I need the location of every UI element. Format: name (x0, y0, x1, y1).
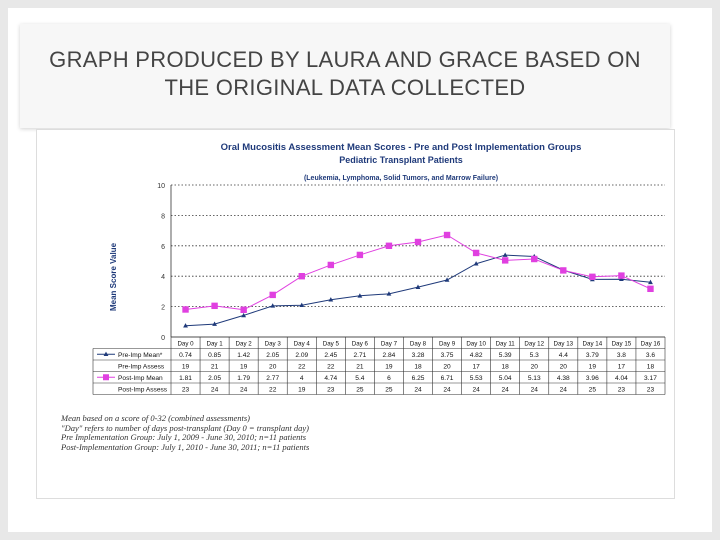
table-cell: 23 (181, 386, 190, 394)
y-tick-label: 6 (161, 243, 165, 251)
x-tick-label: Day 15 (611, 340, 632, 348)
table-cell: 5.4 (355, 375, 365, 382)
table-cell: 4.04 (614, 375, 628, 382)
x-tick-label: Day 7 (380, 340, 398, 348)
table-cell: 24 (210, 386, 219, 394)
data-point (182, 306, 188, 312)
table-cell: 25 (356, 386, 364, 394)
data-point (386, 243, 392, 249)
table-cell: 5.04 (498, 375, 512, 382)
table-cell: 24 (414, 386, 422, 394)
table-cell: 2.77 (266, 375, 280, 382)
data-point (531, 256, 537, 262)
table-cell: 3.75 (440, 352, 454, 359)
table-cell: 4.4 (558, 352, 568, 359)
data-point (415, 239, 421, 245)
data-point (589, 274, 595, 280)
slide-title-line-2: THE ORIGINAL DATA COLLECTED (164, 75, 526, 100)
table-cell: 21 (210, 363, 219, 371)
table-cell: 24 (501, 386, 509, 394)
y-tick-label: 8 (161, 213, 165, 221)
table-cell: 18 (414, 363, 422, 371)
footnotes (61, 414, 309, 452)
table-cell: 1.81 (179, 375, 192, 382)
x-tick-label: Day 10 (466, 340, 486, 348)
table-cell: 25 (385, 386, 393, 394)
x-tick-label: Day 0 (177, 340, 194, 348)
table-cell: 23 (646, 386, 655, 394)
data-point (328, 262, 334, 268)
series-line (186, 235, 651, 310)
data-point (618, 272, 624, 278)
footnote: Post-Implementation Group: July 1, 2010 - June 30, 2011; n=11 patients (61, 441, 310, 452)
chart-subtitle: Pediatric Transplant Patients (339, 155, 463, 165)
table-cell: 19 (298, 386, 306, 394)
y-tick-labels (157, 183, 165, 342)
x-tick-label: Day 11 (495, 340, 515, 348)
table-cell: 17 (617, 363, 626, 371)
x-tick-label: Day 3 (264, 340, 281, 348)
table-cell: 24 (559, 386, 567, 394)
table-cell: 6 (387, 375, 391, 382)
table-cell: 2.09 (295, 352, 309, 359)
table-cell: 22 (298, 363, 306, 371)
x-tick-label: Day 8 (409, 340, 427, 348)
table-row-label: Post-Imp Mean (118, 375, 163, 382)
title-band (20, 24, 670, 128)
data-point (240, 307, 246, 313)
table-cell: 25 (588, 386, 597, 394)
table-cell: 3.17 (644, 375, 657, 382)
data-point (299, 273, 305, 279)
table-cell: 5.13 (527, 375, 541, 382)
table-cell: 19 (239, 363, 248, 371)
table-cell: 6.25 (411, 375, 425, 382)
table-cell: 18 (501, 363, 509, 371)
x-tick-label: Day 1 (206, 340, 223, 348)
table-cell: 5.39 (498, 352, 512, 359)
table-cell: 0.85 (208, 352, 222, 359)
table-cell: 1.79 (237, 375, 251, 382)
x-tick-label: Day 12 (524, 340, 545, 348)
x-tick-label: Day 6 (351, 340, 368, 348)
table-cell: 2.71 (353, 352, 367, 359)
data-point (473, 250, 479, 256)
slide-title (20, 46, 670, 102)
table-cell: 4.82 (469, 352, 483, 359)
table-cell: 20 (269, 363, 277, 371)
chart-title: Oral Mucositis Assessment Mean Scores - Pre and Post Implementation Groups (220, 142, 582, 153)
table-cell: 0.74 (179, 352, 192, 359)
table-cell: 22 (269, 386, 277, 394)
footnote: Mean based on a score of 0-32 (combined assessments) (61, 413, 251, 423)
table-cell: 4.38 (556, 375, 570, 382)
data-point (211, 303, 217, 309)
table-cell: 2.84 (382, 352, 396, 359)
table-cell: 20 (559, 363, 567, 371)
y-tick-label: 10 (157, 183, 165, 190)
table-cell: 18 (646, 363, 655, 371)
chart-subtitle-2: (Leukemia, Lymphoma, Solid Tumors, and Marrow Failure) (303, 175, 499, 182)
table-cell: 24 (443, 386, 451, 394)
table-cell: 24 (239, 386, 248, 394)
table-cell: 3.28 (411, 352, 425, 359)
table-row-label: Pre-Imp Mean* (118, 352, 163, 359)
table-cell: 19 (588, 363, 597, 371)
x-tick-label: Day 13 (553, 340, 574, 348)
table-row-label: Post-Imp Assess (118, 386, 168, 394)
slide-title-line-1: GRAPH PRODUCED BY LAURA AND GRACE BASED ON (49, 47, 641, 72)
grid-layer (171, 185, 665, 337)
chart-card (36, 129, 675, 499)
data-point (647, 286, 653, 292)
x-tick-label: Day 5 (322, 340, 339, 348)
y-tick-label: 2 (161, 304, 165, 312)
table-cell: 2.05 (266, 352, 280, 359)
table-cell: 2.05 (208, 375, 222, 382)
table-cell: 24 (530, 386, 538, 394)
series-line (186, 255, 651, 326)
table-cell: 19 (385, 363, 393, 371)
table-row-label: Pre-Imp Assess (118, 363, 165, 371)
table-cell: 5.53 (469, 375, 483, 382)
x-tick-label: Day 14 (582, 340, 603, 348)
x-tick-label: Day 4 (293, 340, 310, 348)
y-tick-label: 0 (161, 335, 165, 342)
chart-area (87, 130, 672, 405)
table-cell: 23 (617, 386, 626, 394)
table-cell: 17 (472, 363, 480, 371)
table-cell: 3.79 (585, 352, 599, 359)
table-cell: 5.3 (529, 352, 539, 359)
table-cell: 23 (327, 386, 335, 394)
table-cell: 22 (327, 363, 335, 371)
x-tick-label: Day 16 (640, 340, 661, 348)
table-cell: 24 (472, 386, 480, 394)
table-cell: 4 (299, 375, 304, 382)
table-cell: 3.6 (645, 352, 656, 359)
table-cell: 3.96 (585, 375, 599, 382)
y-tick-label: 4 (161, 274, 165, 282)
table-cell: 2.45 (324, 352, 338, 359)
series-layer (182, 232, 653, 328)
table-cell: 20 (443, 363, 451, 371)
table-cell: 1.42 (237, 352, 251, 359)
table-cell: 4.74 (324, 375, 338, 382)
table-cell: 3.8 (616, 352, 626, 359)
x-tick-label: Day 2 (235, 340, 252, 348)
table-cell: 21 (356, 363, 364, 371)
table-cell: 20 (530, 363, 538, 371)
table-cell: 19 (181, 363, 190, 371)
data-point (357, 252, 363, 258)
legend-marker (103, 374, 109, 380)
table-cell: 6.71 (440, 375, 454, 382)
y-axis-label: Mean Score Value (109, 242, 118, 312)
footnote: "Day" refers to number of days post-transplant (Day 0 = transplant day) (61, 422, 309, 433)
data-point (270, 292, 276, 298)
mucositis-chart (87, 130, 672, 405)
x-tick-label: Day 9 (438, 340, 456, 348)
data-point (560, 267, 566, 273)
data-point (502, 257, 508, 263)
data-table (93, 337, 665, 395)
footnote: Pre Implementation Group: July 1, 2009 - June 30, 2010; n=11 patients (61, 432, 307, 442)
data-point (444, 232, 450, 238)
